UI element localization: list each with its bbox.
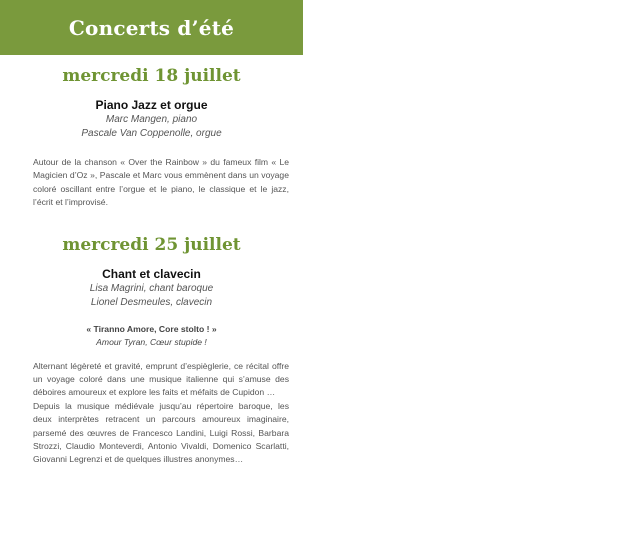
concert-date: mercredi 25 juillet	[62, 234, 241, 255]
concert-description: Autour de la chanson « Over the Rainbow » du fameux film « Le Magicien d’Oz », Pascale et Marc vous emmènent dans un voyage coloré oscillant entre l’orgue et le piano, le classique et le jazz, l’écrit et l’improvisé.	[33, 157, 289, 208]
concert-2	[0, 235, 303, 467]
concert-1	[0, 66, 303, 210]
concert-description: Alternant légèreté et gravité, emprunt d’espièglerie, ce récital offre un voyage coloré dans une musique italienne qui s’amuse des déboires amoureux et explore les faits et méfaits de Cupidon …	[33, 360, 289, 398]
concert-title: Chant et clavecin	[102, 266, 201, 281]
performer: Lisa Magrini, chant baroque	[89, 282, 214, 294]
performer: Lionel Desmeules, clavecin	[90, 296, 213, 308]
header-banner	[0, 0, 303, 55]
program-quote-title: « Tiranno Amore, Core stolto ! »	[86, 323, 217, 334]
concert-description: Depuis la musique médiévale jusqu’au répertoire baroque, les deux interprètes retracent un parcours amoureux imaginaire, parsemé des œuvres de Francesco Landini, Luigi Rossi, Barbara Strozzi, Claudio Monteverdi, Antonio Vivaldi, Domenico Scarlatti, Giovanni Legrenzi et de quelques illustres anonymes…	[33, 400, 289, 465]
page-title: Concerts d’été	[68, 15, 235, 40]
performer: Pascale Van Coppenolle, orgue	[81, 128, 222, 139]
concert-program	[0, 0, 303, 467]
performer: Marc Mangen, piano	[105, 114, 198, 125]
concert-title: Piano Jazz et orgue	[95, 98, 208, 112]
program-quote-subtitle: Amour Tyran, Cœur stupide !	[96, 336, 207, 347]
concert-date: mercredi 18 juillet	[62, 66, 241, 86]
